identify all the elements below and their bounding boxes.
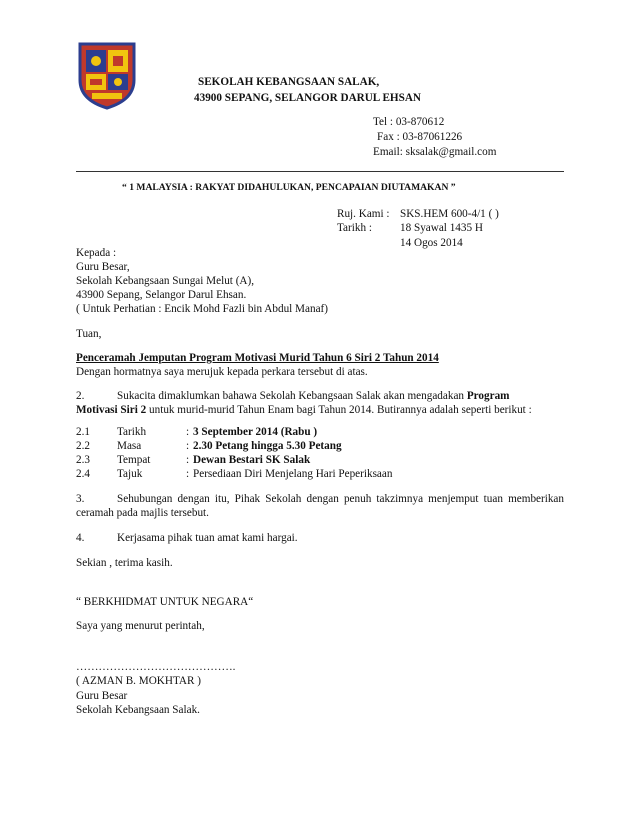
recipient-line: Sekolah Kebangsaan Sungai Melut (A),: [76, 275, 255, 287]
detail-colon: :: [186, 440, 190, 452]
detail-value: Dewan Bestari SK Salak: [193, 454, 311, 466]
para3-number: 3.: [76, 493, 85, 505]
para2-text-a: Sukacita dimaklumkan bahawa Sekolah Kebangsaan Salak akan mengadakan: [117, 390, 467, 402]
detail-value: 2.30 Petang hingga 5.30 Petang: [193, 440, 342, 452]
detail-label: Tempat: [117, 454, 151, 466]
recipient-line: Guru Besar,: [76, 261, 130, 273]
para2-line1: [117, 390, 509, 403]
header-divider: [76, 171, 564, 172]
para3-line2: ceramah pada majlis tersebut.: [76, 507, 209, 519]
school-name: SEKOLAH KEBANGSAAN SALAK,: [198, 76, 380, 88]
detail-label: Masa: [117, 440, 142, 452]
signatory-name: ( AZMAN B. MOKHTAR ): [76, 675, 201, 687]
signatory-title: Guru Besar: [76, 690, 128, 702]
detail-colon: :: [186, 468, 190, 480]
detail-label: Tarikh: [117, 426, 147, 438]
kepada-label: Kepada :: [76, 247, 117, 259]
detail-number: 2.1: [76, 426, 90, 438]
detail-number: 2.2: [76, 440, 90, 452]
para4-number: 4.: [76, 532, 85, 544]
school-tel: Tel : 03-870612: [373, 116, 445, 128]
detail-value: Persediaan Diri Menjelang Hari Peperiksaan: [193, 468, 393, 480]
letter-subject: Penceramah Jemputan Program Motivasi Murid Tahun 6 Siri 2 Tahun 2014: [76, 352, 439, 364]
ruj-value: SKS.HEM 600-4/1 ( ): [400, 208, 499, 220]
detail-value: 3 September 2014 (Rabu ): [193, 426, 318, 438]
tarikh-label: Tarikh :: [337, 222, 372, 234]
motto: “ 1 MALAYSIA : RAKYAT DIDAHULUKAN, PENCAPAIAN DIUTAMAKAN ”: [122, 182, 456, 193]
school-fax: Fax : 03-87061226: [377, 131, 463, 143]
para2-text-b: untuk murid-murid Tahun Enam bagi Tahun 2014. Butirannya adalah seperti berikut :: [146, 404, 532, 416]
recipient-line: 43900 Sepang, Selangor Darul Ehsan.: [76, 289, 247, 301]
para2-number: 2.: [76, 390, 85, 402]
signatory-school: Sekolah Kebangsaan Salak.: [76, 704, 200, 716]
ruj-label: Ruj. Kami :: [337, 208, 390, 220]
para2-bold-a: Program: [466, 390, 510, 402]
detail-colon: :: [186, 426, 190, 438]
school-crest-logo: [78, 42, 136, 110]
signature-dots: …………………………………….: [76, 661, 236, 673]
para2-bold-b: Motivasi Siri 2: [76, 404, 147, 416]
detail-number: 2.4: [76, 468, 90, 480]
school-email: Email: sksalak@gmail.com: [373, 146, 497, 158]
para3-line1: Sehubungan dengan itu, Pihak Sekolah dengan penuh takzimnya menjemput tuan memberikan: [117, 493, 564, 505]
salutation: Tuan,: [76, 328, 102, 340]
slogan: “ BERKHIDMAT UNTUK NEGARA“: [76, 596, 254, 608]
tarikh-hijri: 18 Syawal 1435 H: [400, 222, 483, 234]
school-address: 43900 SEPANG, SELANGOR DARUL EHSAN: [194, 92, 421, 104]
closing: Sekian , terima kasih.: [76, 557, 173, 569]
detail-label: Tajuk: [117, 468, 143, 480]
para2-line2: [76, 404, 532, 417]
order-line: Saya yang menurut perintah,: [76, 620, 205, 632]
tarikh-masihi: 14 Ogos 2014: [400, 237, 463, 249]
intro-line: Dengan hormatnya saya merujuk kepada perkara tersebut di atas.: [76, 366, 368, 378]
detail-number: 2.3: [76, 454, 90, 466]
detail-colon: :: [186, 454, 190, 466]
para4-text: Kerjasama pihak tuan amat kami hargai.: [117, 532, 298, 544]
recipient-attention: ( Untuk Perhatian : Encik Mohd Fazli bin Abdul Manaf): [76, 303, 328, 315]
